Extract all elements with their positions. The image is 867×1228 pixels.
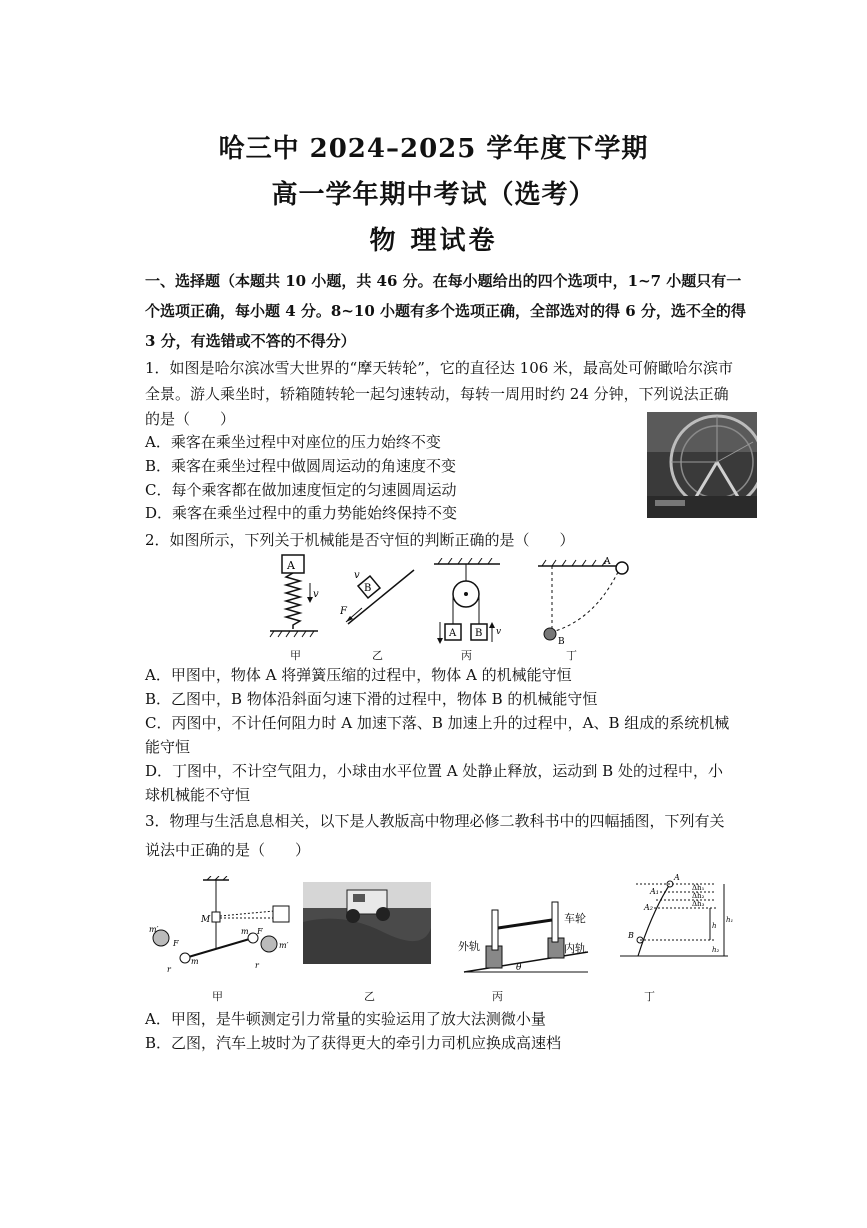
figure-caption-yi: 乙: [372, 649, 383, 662]
label-v: v: [496, 627, 502, 637]
label-v: v: [354, 570, 360, 581]
label-m: m: [191, 957, 199, 966]
label-a1: A₁: [650, 887, 659, 896]
question-stem-line: 全景。游人乘坐时，轿箱随转轮一起匀速转动，每转一周用时约 24 分钟，下列说法正确: [145, 385, 729, 403]
label-b: B: [628, 931, 634, 940]
option-a: A．甲图，是牛顿测定引力常量的实验运用了放大法测微小量: [145, 1010, 546, 1028]
label-f: F: [173, 939, 179, 948]
question-stem-line: 1．如图是哈尔滨冰雪大世界的“摩天转轮”，它的直径达 106 米，最高处可俯瞰哈尔滨市: [145, 359, 734, 377]
label-dh2: Δh₂: [692, 892, 705, 900]
question-stem-line: 3．物理与生活息息相关，以下是人教版高中物理必修二教科书中的四幅插图，下列有关: [145, 812, 725, 830]
figure-caption-jia: 甲: [290, 649, 301, 662]
figure-caption-yi: 乙: [364, 990, 375, 1003]
figure-caption-jia: 甲: [212, 990, 223, 1003]
figure-incline-yi: [340, 566, 420, 628]
label-a: A: [449, 628, 457, 639]
label-f: F: [340, 606, 347, 617]
label-h1: h₁: [726, 916, 734, 924]
figure-railway-bing: [456, 900, 596, 974]
label-a: A: [674, 873, 680, 882]
option-d: D．丁图中，不计空气阻力，小球由水平位置 A 处静止释放，运动到 B 处的过程中，小: [145, 762, 723, 780]
label-h2: h₂: [712, 946, 720, 954]
exam-title-grade: 高一学年期中考试（选考）: [271, 180, 596, 210]
question-stem-line: 的是（ ）: [145, 410, 236, 428]
label-theta: θ: [516, 963, 522, 973]
figure-pulley-bing: [430, 558, 504, 644]
option-b: B．乘客在乘坐过程中做圆周运动的角速度不变: [145, 457, 457, 475]
question-stem-line: 2．如图所示，下列关于机械能是否守恒的判断正确的是（ ）: [145, 531, 575, 549]
label-outer-rail: 外轨: [458, 940, 480, 953]
label-v: v: [313, 589, 319, 600]
figure-caption-ding: 丁: [644, 990, 655, 1003]
label-m: m: [241, 927, 249, 936]
option-c-cont: 能守恒: [145, 738, 191, 756]
option-b: B．乙图中，B 物体沿斜面匀速下滑的过程中，物体 B 的机械能守恒: [145, 690, 598, 708]
label-r: r: [255, 961, 259, 970]
option-d: D．乘客在乘坐过程中的重力势能始终保持不变: [145, 504, 458, 522]
label-b: B: [364, 583, 372, 594]
label-h: h: [712, 922, 717, 930]
option-c: C．丙图中，不计任何阻力时 A 加速下落、B 加速上升的过程中，A、B 组成的系统机械: [145, 714, 730, 732]
option-b: B．乙图，汽车上坡时为了获得更大的牵引力司机应换成高速档: [145, 1034, 562, 1052]
label-a: A: [287, 559, 295, 572]
instruction-line: 3 分，有选错或不答的不得分）: [145, 332, 356, 350]
option-a: A．乘客在乘坐过程中对座位的压力始终不变: [145, 433, 441, 451]
figure-car-photo-yi: [303, 882, 431, 964]
label-m-prime: m′: [279, 941, 289, 950]
figure-caption-bing: 丙: [492, 990, 503, 1003]
label-b: B: [475, 628, 483, 639]
figure-torsion-balance-jia: [145, 876, 295, 976]
figure-caption-bing: 丙: [461, 649, 472, 662]
label-f: F: [257, 927, 263, 936]
label-m-big: M: [201, 915, 211, 925]
label-b: B: [558, 637, 565, 646]
figure-heights-ding: [616, 872, 744, 964]
label-a: A: [604, 557, 611, 567]
figure-caption-ding: 丁: [566, 649, 577, 662]
exam-title-subject: 物 理试卷: [369, 226, 498, 256]
label-inner-rail: 内轨: [564, 942, 586, 955]
instruction-line: 一、选择题（本题共 10 小题，共 46 分。在每小题给出的四个选项中，1~7 小题只有一: [145, 272, 742, 290]
label-a2: A₂: [644, 903, 653, 912]
figure-spring-jia: [266, 553, 326, 645]
ferris-wheel-photo: [647, 412, 757, 518]
label-m-prime: m′: [149, 925, 159, 934]
instruction-line: 个选项正确，每小题 4 分。8~10 小题有多个选项正确，全部选对的得 6 分，选不全的得: [145, 302, 746, 320]
label-dh1: Δh₁: [692, 884, 705, 892]
figure-pendulum-ding: [534, 556, 634, 646]
option-c: C．每个乘客都在做加速度恒定的匀速圆周运动: [145, 481, 457, 499]
label-dh3: Δh₃: [692, 900, 705, 908]
question-stem-line: 说法中正确的是（ ）: [145, 841, 311, 859]
option-a: A．甲图中，物体 A 将弹簧压缩的过程中，物体 A 的机械能守恒: [145, 666, 572, 684]
label-r: r: [167, 965, 171, 974]
exam-title-school: 哈三中 2024–2025 学年度下学期: [218, 134, 649, 164]
option-d-cont: 球机械能不守恒: [145, 786, 251, 804]
label-wheel: 车轮: [564, 912, 586, 925]
